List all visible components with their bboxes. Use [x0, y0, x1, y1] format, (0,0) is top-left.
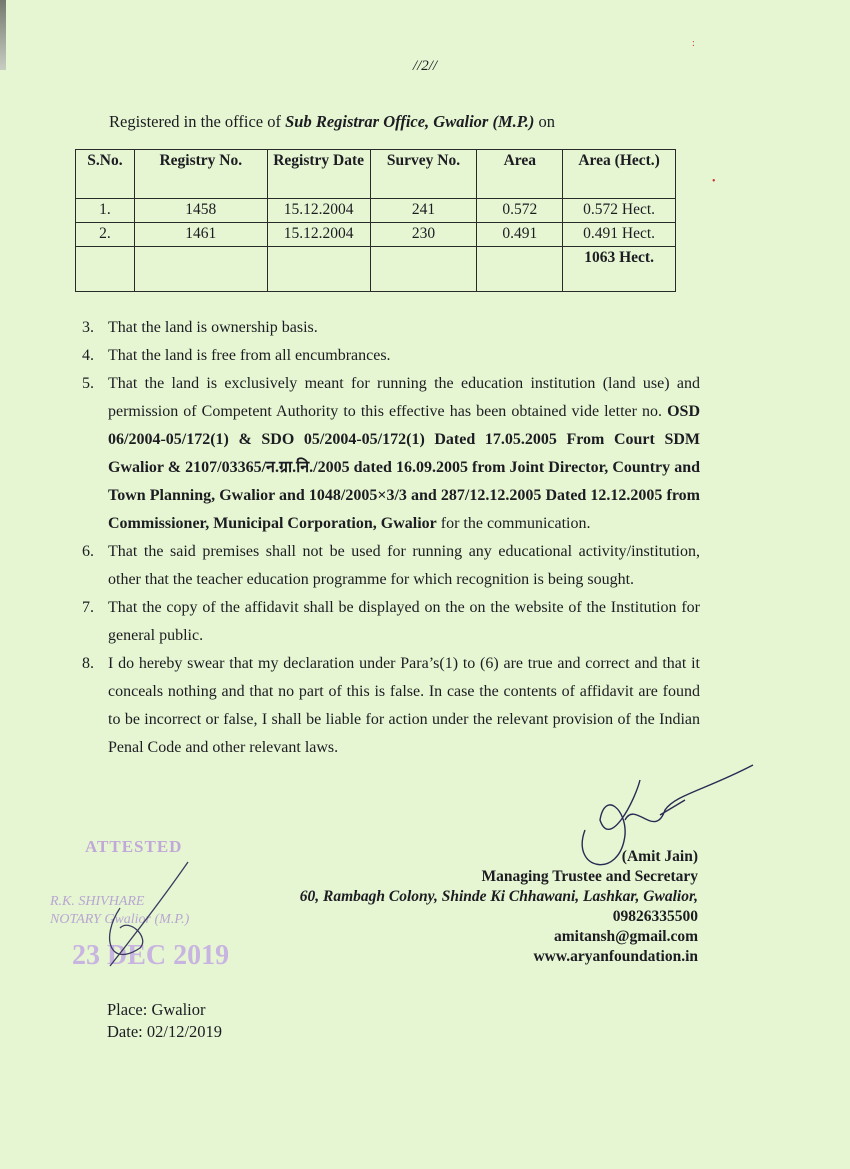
clause-text: That the said premises shall not be used for running any educational activity/institution, other that the teacher education programme for which recognition is being sought.	[108, 543, 700, 588]
page-number: //2//	[412, 58, 438, 74]
notary-place: NOTARY Gwalior (M.P.)	[50, 912, 190, 927]
clause-text: I do hereby swear that my declaration under Para’s(1) to (6) are true and correct and that it conceals nothing and that no part of this is false. In case the contents of affidavit are found to be incorrect or false, I shall be liable for action under the relevant provision of the Indian Penal Code and other relevant laws.	[108, 655, 700, 756]
list-item	[82, 594, 700, 650]
list-item	[82, 650, 700, 762]
signatory-name: (Amit Jain)	[621, 848, 698, 865]
stamp-date: 23 DEC 2019	[72, 940, 230, 971]
list-item	[82, 370, 700, 538]
date-label: Date: 02/12/2019	[107, 1022, 223, 1041]
cell-sno: 2.	[76, 223, 135, 247]
clause-number: 6.	[82, 543, 94, 560]
signatory-phone: 09826335500	[612, 908, 698, 925]
total-area: 1063 Hect.	[563, 247, 676, 292]
clauses-list	[82, 314, 700, 762]
cell-area-hect: 0.572 Hect.	[563, 199, 676, 223]
list-item	[82, 342, 700, 370]
empty-cell	[76, 247, 135, 292]
list-item	[82, 538, 700, 594]
clause-text-tail: for the communication.	[436, 515, 591, 532]
signatory-block	[250, 847, 698, 967]
permission-letter-refs: OSD 06/2004-05/172(1) & SDO 05/2004-05/172(1) Dated 17.05.2005 From Court SDM Gwalior & 2107/03365/न.ग्रा.नि./2005 dated 16.09.2005 from Joint Director, Country and Town Planning, Gwalior and 1048/2005×3/3 and 287/12.12.2005 Dated 12.12.2005 from Commissioner, Municipal Corporation, Gwalior	[108, 403, 700, 532]
cell-survey-no: 241	[370, 199, 477, 223]
intro-suffix: on	[534, 112, 555, 131]
signatory-email: amitansh@gmail.com	[553, 928, 698, 945]
place-date-block	[107, 999, 222, 1043]
header-registry-date: Registry Date	[267, 150, 370, 199]
intro-prefix: Registered in the office of	[109, 112, 286, 131]
table-total-row	[76, 247, 676, 292]
notary-name: R.K. SHIVHARE	[50, 894, 145, 909]
clause-text: That the land is ownership basis.	[108, 319, 318, 336]
header-area: Area	[477, 150, 563, 199]
clause-text: That the copy of the affidavit shall be displayed on the on the website of the Institution for general public.	[108, 599, 700, 644]
clause-text	[108, 370, 700, 538]
signatory-address: 60, Rambagh Colony, Shinde Ki Chhawani, Lashkar, Gwalior,	[299, 888, 698, 905]
ink-mark: :	[692, 38, 695, 49]
empty-cell	[134, 247, 267, 292]
empty-cell	[477, 247, 563, 292]
signatory-website: www.aryanfoundation.in	[533, 948, 698, 965]
table-header-row	[76, 150, 676, 199]
ink-dot: •	[712, 176, 716, 187]
list-item	[82, 314, 700, 342]
clause-text: That the land is free from all encumbrances.	[108, 347, 391, 364]
registrar-office: Sub Registrar Office, Gwalior (M.P.)	[285, 112, 535, 131]
header-area-hect: Area (Hect.)	[563, 150, 676, 199]
header-sno: S.No.	[76, 150, 135, 199]
cell-registry-date: 15.12.2004	[267, 199, 370, 223]
header-registry-no: Registry No.	[134, 150, 267, 199]
empty-cell	[370, 247, 477, 292]
cell-area: 0.491	[477, 223, 563, 247]
clause-number: 4.	[82, 347, 94, 364]
place-label: Place: Gwalior	[107, 1000, 206, 1019]
clause-number: 7.	[82, 599, 94, 616]
cell-area: 0.572	[477, 199, 563, 223]
registration-intro	[109, 112, 555, 132]
clause-number: 5.	[82, 375, 94, 392]
cell-registry-no: 1458	[134, 199, 267, 223]
registry-table	[75, 149, 676, 292]
signatory-title: Managing Trustee and Secretary	[481, 868, 698, 885]
cell-registry-no: 1461	[134, 223, 267, 247]
table-row	[76, 199, 676, 223]
header-survey-no: Survey No.	[370, 150, 477, 199]
clause-text-lead: That the land is exclusively meant for running the education institution (land use) and permission of Competent Authority to this effective has been obtained vide letter no.	[108, 375, 700, 420]
cell-area-hect: 0.491 Hect.	[563, 223, 676, 247]
notary-signature-icon	[80, 858, 220, 978]
cell-sno: 1.	[76, 199, 135, 223]
cell-survey-no: 230	[370, 223, 477, 247]
clause-number: 3.	[82, 319, 94, 336]
table-row	[76, 223, 676, 247]
attested-stamp: ATTESTED	[85, 837, 183, 856]
cell-registry-date: 15.12.2004	[267, 223, 370, 247]
empty-cell	[267, 247, 370, 292]
clause-number: 8.	[82, 655, 94, 672]
